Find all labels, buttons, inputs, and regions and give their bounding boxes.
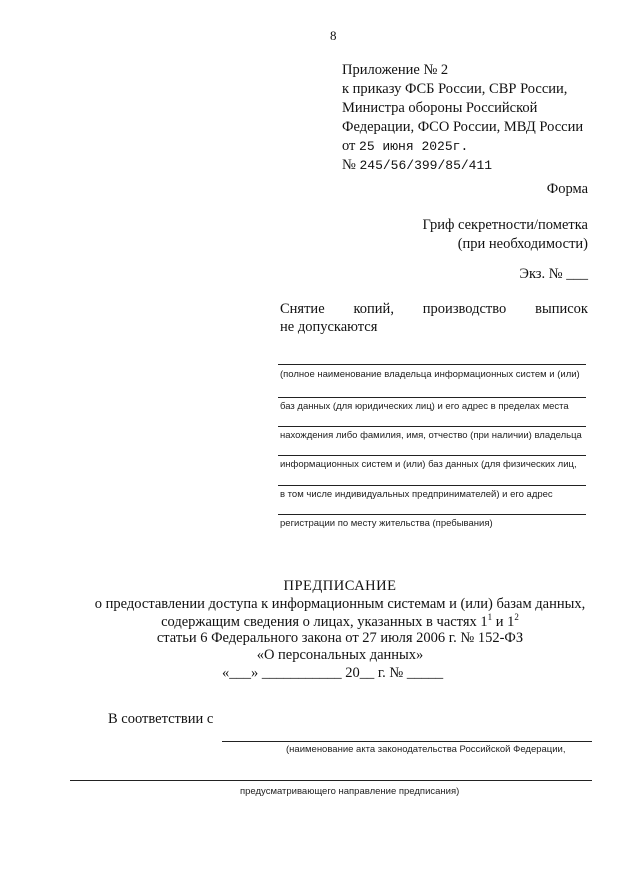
appendix-header xyxy=(342,61,583,175)
appendix-line: Министра обороны Российской xyxy=(342,100,538,116)
owner-field-line[interactable] xyxy=(278,426,586,427)
appendix-number-line: № 245/56/399/85/411 xyxy=(342,157,493,173)
act-field-line[interactable] xyxy=(70,780,592,781)
owner-caption: информационных систем и (или) баз данных (для физических лиц, xyxy=(280,459,577,470)
owner-field-line[interactable] xyxy=(278,485,586,486)
document-subtitle: о предоставлении доступа к информационным системам и (или) базам данных, xyxy=(94,596,586,612)
owner-caption: в том числе индивидуальных предпринимателей) и его адрес xyxy=(280,489,553,500)
appendix-date-line: от 25 июня 2025г. xyxy=(342,138,469,154)
accordance-text: В соответствии с xyxy=(108,711,214,727)
owner-field-line[interactable] xyxy=(278,514,586,515)
document-subtitle: статьи 6 Федерального закона от 27 июля 2006 г. № 152-ФЗ xyxy=(156,630,524,646)
document-subtitle: «О персональных данных» xyxy=(256,647,424,663)
owner-caption: регистрации по месту жительства (пребывания) xyxy=(280,518,493,529)
secrecy-stamp: Гриф секретности/пометка (при необходимости) xyxy=(422,217,588,252)
date-number-line[interactable]: «___» ___________ 20__ г. № _____ xyxy=(222,665,444,681)
document-title: ПРЕДПИСАНИЕ xyxy=(283,578,397,594)
owner-caption: нахождения либо фамилия, имя, отчество (при наличии) владельца xyxy=(280,430,582,441)
owner-field-line[interactable] xyxy=(278,455,586,456)
appendix-line: Федерации, ФСО России, МВД России xyxy=(342,119,584,135)
owner-field-line[interactable] xyxy=(278,397,586,398)
owner-caption: баз данных (для юридических лиц) и его адрес в пределах места xyxy=(280,401,569,412)
owner-field-line[interactable] xyxy=(278,364,586,365)
page-number: 8 xyxy=(330,28,337,43)
appendix-line: к приказу ФСБ России, СВР России, xyxy=(342,81,568,97)
no-copy-notice: Снятие копий, производство выписок не допускаются xyxy=(280,301,588,335)
appendix-number: 245/56/399/85/411 xyxy=(359,158,493,173)
act-caption: предусматривающего направление предписания) xyxy=(240,786,460,797)
act-caption: (наименование акта законодательства Российской Федерации, xyxy=(286,744,566,755)
document-subtitle: содержащим сведения о лицах, указанных в частях $1^1$ и $1^2$ xyxy=(161,612,519,630)
appendix-line: Приложение № 2 xyxy=(342,62,449,78)
act-field-line[interactable] xyxy=(222,741,592,742)
appendix-date: 25 июня 2025г. xyxy=(359,139,469,154)
form-label: Форма xyxy=(546,181,588,197)
copy-number: Экз. № ___ xyxy=(519,266,588,282)
owner-caption: (полное наименование владельца информационных систем и (или) xyxy=(280,369,580,380)
